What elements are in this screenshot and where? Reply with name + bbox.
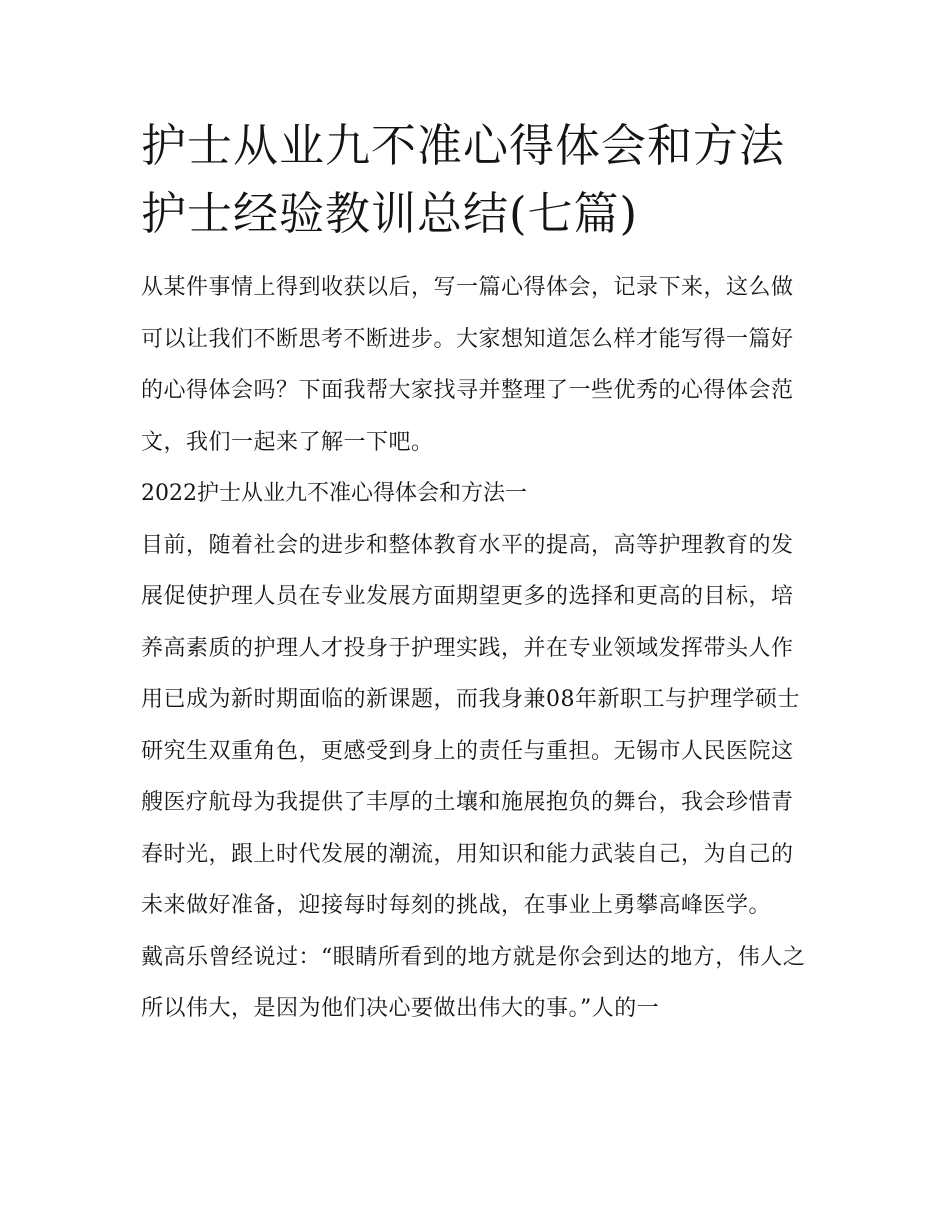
document-body [141,112,813,1035]
intro-paragraph: 从某件事情上得到收获以后，写一篇心得体会，记录下来，这么做可以让我们不断思考不断进步。大家想知道怎么样才能写得一篇好的心得体会吗？下面我帮大家找寻并整理了一些优秀的心得体会范文，我们一起来了解一下吧。 [141,275,794,455]
body-paragraph-1: 目前，随着社会的进步和整体教育水平的提高，高等护理教育的发展促使护理人员在专业发展方面期望更多的选择和更高的目标，培养高素质的护理人才投身于护理实践，并在专业领域发挥带头人作用已成为新时期面临的新课题，而我身兼08年新职工与护理学硕士研究生双重角色，更感受到身上的责任与重担。无锡市人民医院这艘医疗航母为我提供了丰厚的土壤和施展抱负的舞台，我会珍惜青春时光，跟上时代发展的潮流，用知识和能力武装自己，为自己的未来做好准备，迎接每时每刻的挑战，在事业上勇攀高峰医学。 [141,532,800,918]
document-title: 护士从业九不准心得体会和方法 护士经验教训总结(七篇) [141,119,786,240]
body-paragraph-2: 戴高乐曾经说过：“眼睛所看到的地方就是你会到达的地方，伟人之所以伟大，是因为他们决心要做出伟大的事。”人的一 [141,944,806,1021]
section-heading: 2022护士从业九不准心得体会和方法一 [141,481,527,506]
